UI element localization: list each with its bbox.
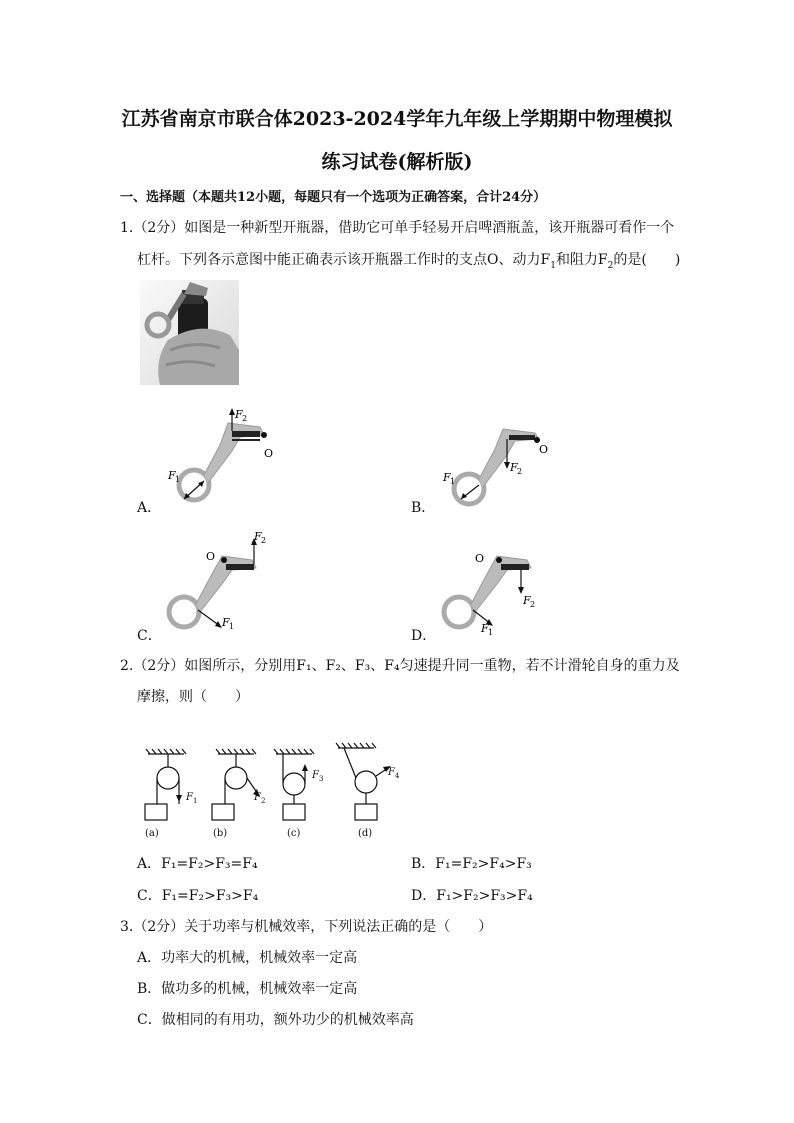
q3-option-b[interactable]: B．做功多的机械，机械效率一定高 — [137, 981, 358, 997]
q2-option-b[interactable]: B．F₁=F₂>F₄>F₃ — [411, 856, 532, 872]
caption-c: (c) — [287, 828, 301, 839]
section-heading: 一、选择题（本题共12小题，每题只有一个选项为正确答案，合计24分） — [120, 190, 547, 205]
q2-stem-line1: 2.（2分）如图所示，分别用F₁、F₂、F₃、F₄匀速提升同一重物，若不计滑轮自身的重力及 — [120, 658, 680, 674]
opener-diagram-a — [160, 405, 285, 515]
svg-text:2: 2 — [242, 414, 248, 423]
force-label-f4: $F_4$ — [388, 767, 400, 780]
svg-text:2: 2 — [261, 536, 267, 545]
svg-text:2: 2 — [517, 467, 523, 476]
svg-text:F: F — [443, 471, 451, 484]
caption-a: (a) — [145, 828, 159, 839]
force-label-f3: $F_3$ — [312, 770, 324, 783]
q1-option-c[interactable]: C． — [137, 628, 162, 644]
opener-diagram-d — [435, 548, 560, 640]
svg-text:1: 1 — [229, 622, 235, 631]
svg-text:O: O — [206, 550, 216, 563]
caption-d: (d) — [358, 828, 373, 839]
force-label-f1: $F_1$ — [186, 792, 198, 805]
q1-stem-line1: 1.（2分）如图是一种新型开瓶器，借助它可单手轻易开启啤酒瓶盖，该开瓶器可看作一个 — [120, 220, 675, 236]
svg-text:F: F — [510, 461, 518, 474]
svg-text:2: 2 — [530, 600, 536, 609]
q3-stem: 3.（2分）关于功率与机械效率，下列说法正确的是（ ） — [120, 919, 493, 935]
q1-stem-line2: 杠杆。下列各示意图中能正确表示该开瓶器工作时的支点O、动力$F_1$和阻力$F_2$的是( ) — [137, 252, 681, 271]
q1-option-b[interactable]: B． — [411, 500, 436, 516]
q2-option-c[interactable]: C．F₁=F₂>F₃>F₄ — [137, 888, 259, 904]
svg-text:O: O — [264, 447, 274, 460]
svg-text:F: F — [523, 594, 531, 607]
svg-text:F: F — [254, 530, 262, 543]
svg-text:F: F — [481, 622, 489, 635]
force-label-f2: $F_2$ — [254, 792, 266, 805]
svg-text:1: 1 — [450, 477, 456, 486]
page-title-line1: 江苏省南京市联合体2023-2024学年九年级上学期期中物理模拟 — [121, 108, 673, 130]
q2-stem-line2: 摩擦，则（ ） — [137, 689, 249, 705]
caption-b: (b) — [213, 828, 228, 839]
q2-option-d[interactable]: D．F₁>F₂>F₃>F₄ — [411, 888, 533, 904]
svg-text:F: F — [168, 469, 176, 482]
opener-diagram-b — [435, 425, 560, 515]
q2-option-a[interactable]: A．F₁=F₂>F₃=F₄ — [137, 856, 258, 872]
q3-option-a[interactable]: A．功率大的机械，机械效率一定高 — [137, 950, 358, 966]
opener-diagram-c — [160, 530, 285, 640]
svg-text:O: O — [475, 552, 485, 565]
svg-text:F: F — [235, 408, 243, 421]
q1-option-a[interactable]: A． — [137, 500, 162, 516]
q1-option-d[interactable]: D． — [411, 628, 437, 644]
page-title-line2: 练习试卷(解析版) — [321, 151, 473, 173]
q3-option-c[interactable]: C．做相同的有用功，额外功少的机械效率高 — [137, 1012, 414, 1028]
bottle-opener-photo — [140, 280, 239, 385]
svg-text:1: 1 — [488, 628, 494, 637]
svg-text:F: F — [222, 616, 230, 629]
svg-text:1: 1 — [175, 475, 181, 484]
svg-text:O: O — [539, 443, 549, 456]
pulley-diagrams — [140, 742, 410, 840]
